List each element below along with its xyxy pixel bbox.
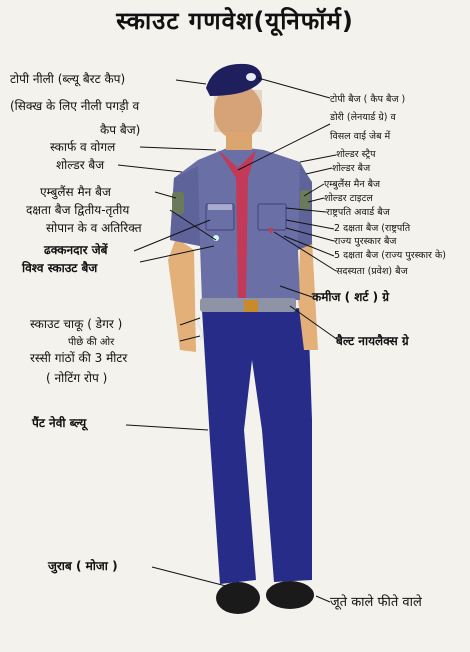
cap-label-2: (सिक्ख के लिए नीली पगड़ी व — [10, 99, 140, 113]
trousers — [202, 308, 312, 584]
right-shoe — [266, 581, 314, 609]
shoulder-badge-label: शोल्डर बैज — [56, 158, 105, 172]
knife-label: स्काउट चाकू ( डेगर ) — [30, 317, 123, 331]
rope-label-1: पीछे की ओर — [68, 337, 115, 348]
page-title: स्काउट गणवेश(यूनिफॉर्म) — [116, 7, 354, 35]
belt-buckle — [244, 300, 258, 312]
world-badge-label: विश्व स्काउट बैज — [22, 261, 98, 275]
rope-label-2: रस्सी गांठों की 3 मीटर — [30, 351, 128, 365]
membership-label: सदस्यता (प्रवेश) बैज — [336, 266, 408, 277]
cap-label-3: कैप बैज) — [100, 123, 141, 137]
pockets-label: ढक्कनदार जेबें — [44, 243, 108, 257]
rope-label-3: ( नोटिंग रोप ) — [46, 371, 108, 385]
shoes-label: जूते काले फीते वाले — [330, 595, 422, 610]
proficiency5-label: 5 दक्षता बैज (राज्य पुरस्कार के) — [334, 250, 446, 261]
ambulance-label-3: सोपान के व अतिरिक्त — [46, 221, 142, 235]
shoulder-title-label: शोल्डर टाइटल — [324, 193, 373, 204]
ambulance-label-1: एम्बुलैंस मैन बैज — [40, 185, 111, 199]
rajya-label: राज्य पुरस्कार बैज — [334, 236, 397, 247]
shirt-label: कमीज ( शर्ट ) ग्रे — [312, 290, 390, 304]
scarf-label: स्कार्फ व वोगल — [50, 140, 116, 154]
cap-label-1: टोपी नीली (ब्ल्यू बैरट कैप) — [10, 72, 126, 86]
rashtrapati-label: राष्ट्रपति अवार्ड बैज — [326, 207, 390, 218]
left-shoe — [216, 582, 260, 614]
world-badge — [213, 235, 219, 241]
cap-badge-label: टोपी बैज ( कैप बैज ) — [330, 94, 406, 105]
cap-badge — [246, 73, 256, 81]
belt-label: बैल्ट नायलैक्स ग्रे — [336, 334, 409, 348]
pant-label: पैंट नेवी ब्ल्यू — [32, 416, 87, 430]
socks-label: जुराब ( मोजा ) — [48, 559, 118, 573]
lanyard-label-2: विसल वाई जेब में — [330, 131, 391, 142]
shoulder-badge-left — [172, 192, 184, 214]
proficiency2-label: 2 दक्षता बैज (राष्ट्रपति — [334, 223, 411, 234]
lanyard-label-1: डोरी (लेनयार्ड ग्रे) व — [330, 112, 396, 123]
right-ambulance-label: एम्बुलैंस मैन बैज — [324, 179, 381, 190]
shoulder-strap-label: शोल्डर स्ट्रैप — [336, 149, 376, 160]
right-shoulder-badge-label: शोल्डर बैज — [332, 163, 371, 174]
ambulance-label-2: दक्षता बैज द्वितीय-तृतीय — [26, 203, 130, 217]
